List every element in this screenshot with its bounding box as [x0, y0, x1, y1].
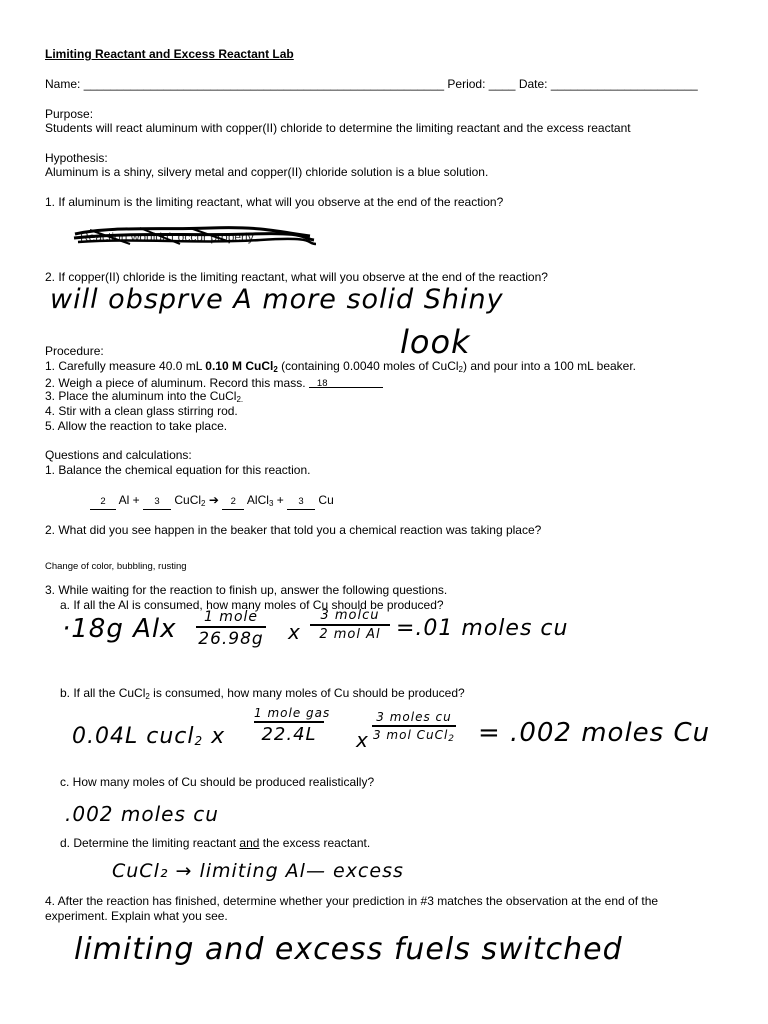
handwritten-answer-3d: CuCl₂ → limiting Al— excess: [112, 860, 404, 882]
eq-cucl: CuCl: [174, 493, 202, 507]
questions-heading: Questions and calculations:: [45, 448, 192, 462]
eq-sub-2: 2: [201, 499, 206, 508]
step1-text: 1. Carefully measure 40.0 mL: [45, 359, 206, 373]
crossed-answer-text: Reaction wouldn't occur properly: [80, 230, 254, 244]
scribble-strikeout: [70, 222, 320, 252]
procedure-step-5: 5. Allow the reaction to take place.: [45, 419, 228, 433]
q3d-text: d. Determine the limiting reactant: [60, 836, 240, 850]
handwritten-answer-4: limiting and excess fuels switched: [74, 932, 623, 967]
eq-alcl: AlCl: [246, 493, 269, 507]
question-3a: a. If all the Al is consumed, how many moles of Cu should be produced?: [60, 598, 444, 612]
work-3b-lead-subscript: 2: [194, 734, 204, 748]
date-label: Date:: [515, 77, 551, 91]
eq-cu: Cu: [318, 493, 334, 507]
period-field[interactable]: ____: [488, 77, 516, 91]
hypothesis-text: Aluminum is a shiny, silvery metal and copper(II) chloride solution is a blue solution.: [45, 165, 489, 179]
work-3a-fraction-1: [196, 609, 266, 649]
step2-text: 2. Weigh a piece of aluminum. Record this mass.: [45, 376, 306, 390]
purpose-text: Students will react aluminum with copper(II) chloride to determine the limiting reactant and the excess reactant: [45, 121, 631, 135]
coefficient-1[interactable]: 2: [90, 495, 116, 510]
question-1: 1. Balance the chemical equation for this reaction.: [45, 463, 311, 477]
procedure-step-3: [45, 389, 243, 403]
eq-sub-3: 3: [268, 499, 274, 508]
mass-value: 18: [316, 378, 328, 389]
hypothesis-question-2: 2. If copper(II) chloride is the limiting reactant, what will you observe at the end of the reaction?: [45, 270, 548, 284]
period-label: Period:: [444, 77, 489, 91]
procedure-step-2: [45, 374, 383, 390]
page-title: Limiting Reactant and Excess Reactant Lab: [45, 47, 294, 61]
work-3a-fraction-2: [310, 608, 390, 642]
q3d-and: and: [239, 836, 260, 850]
handwritten-answer-q2-line1: will obsprve A more solid Shiny: [50, 284, 504, 315]
purpose-heading: Purpose:: [45, 107, 94, 121]
eq-al: Al +: [118, 493, 144, 507]
hypothesis-heading: Hypothesis:: [45, 151, 108, 165]
fraction-1-denominator: 22.4L: [261, 724, 317, 745]
q3b-text-end: is consumed, how many moles of Cu should be produced?: [149, 686, 465, 700]
fraction-2-denominator: 3 mol CuCl: [372, 728, 449, 742]
work-3b-times: x: [356, 728, 369, 752]
step1-text-end: ) and pour into a 100 mL beaker.: [463, 359, 637, 373]
handwritten-answer-q2-line2: look: [400, 323, 471, 361]
step3-text: 3. Place the aluminum into the CuCl: [45, 389, 237, 403]
work-3a-result: =.01 moles cu: [396, 616, 569, 641]
work-3b-fraction-2: [372, 710, 456, 742]
work-3b-x: x: [203, 724, 226, 749]
q3b-text: b. If all the CuCl: [60, 686, 146, 700]
fraction-1-numerator: 1 mole gas: [254, 706, 331, 720]
coefficient-2[interactable]: 3: [143, 495, 171, 510]
work-3a-times: x: [288, 620, 301, 644]
question-2: 2. What did you see happen in the beaker that told you a chemical reaction was taking place?: [45, 523, 542, 537]
step1-subscript: 2: [273, 365, 278, 374]
question-4-line-2: experiment. Explain what you see.: [45, 909, 228, 923]
name-field[interactable]: ______________________________________________________: [83, 77, 445, 91]
procedure-heading: Procedure:: [45, 344, 104, 358]
mass-field[interactable]: [309, 375, 383, 388]
work-3b-lead: [72, 724, 225, 749]
handwritten-answer-3c: .002 moles cu: [65, 802, 219, 826]
balanced-equation: [90, 493, 334, 510]
work-3a-lead: ·18g Alx: [62, 614, 177, 644]
work-3b-fraction-1: [254, 706, 331, 745]
question-3c: c. How many moles of Cu should be produced realistically?: [60, 775, 375, 789]
step1-subscript-2: 2: [458, 365, 463, 374]
header-line: [45, 77, 698, 91]
procedure-step-4: 4. Stir with a clean glass stirring rod.: [45, 404, 238, 418]
question-3d: [60, 836, 370, 850]
name-label: Name:: [45, 77, 84, 91]
step1-text-moles: (containing 0.0040 moles of CuCl: [277, 359, 459, 373]
work-3b-lead-text: 0.04L cucl: [72, 724, 195, 749]
work-3b-result: = .002 moles Cu: [478, 718, 711, 748]
hypothesis-question-1: 1. If aluminum is the limiting reactant, what will you observe at the end of the reaction?: [45, 195, 504, 209]
fraction-2-numerator: 3 molcu: [320, 608, 380, 623]
fraction-1-denominator: 26.98g: [198, 629, 264, 649]
step1-concentration: 0.10 M CuCl: [205, 359, 274, 373]
date-field[interactable]: ______________________: [550, 77, 698, 91]
fraction-2-denominator-subscript: 2: [448, 734, 456, 744]
question-3: 3. While waiting for the reaction to finish up, answer the following questions.: [45, 583, 448, 597]
coefficient-3[interactable]: 2: [222, 495, 244, 510]
procedure-step-1: [45, 359, 636, 373]
question-4-line-1: 4. After the reaction has finished, determine whether your prediction in #3 matches the observation at the end of the: [45, 894, 659, 908]
q3b-subscript: 2: [145, 692, 150, 701]
question-2-answer: Change of color, bubbling, rusting: [45, 561, 187, 572]
fraction-2-numerator: 3 moles cu: [376, 710, 452, 724]
eq-plus: +: [273, 493, 288, 507]
fraction-2-denominator: 2 mol Al: [319, 627, 381, 642]
fraction-1-numerator: 1 mole: [203, 609, 259, 625]
step3-subscript: 2.: [236, 395, 244, 404]
coefficient-4[interactable]: 3: [287, 495, 315, 510]
q3d-text-end: the excess reactant.: [259, 836, 371, 850]
reaction-arrow-icon: ➔: [208, 493, 219, 507]
question-3b: [60, 686, 465, 700]
